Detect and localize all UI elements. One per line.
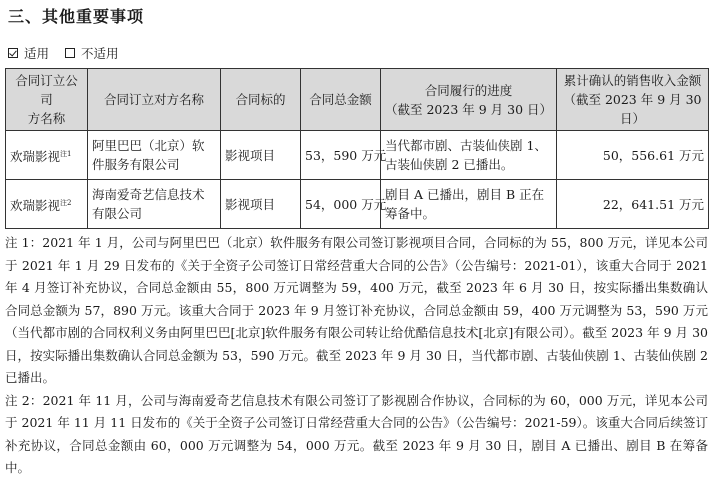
table-header-row bbox=[6, 69, 709, 131]
cell-counterparty: 阿里巴巴（北京）软件服务有限公司 bbox=[88, 131, 221, 180]
contracts-table bbox=[5, 68, 709, 229]
cell-company: 欢瑞影视$^{注1}$ bbox=[6, 131, 88, 180]
applicability-options bbox=[8, 44, 119, 62]
checked-checkbox-icon bbox=[8, 48, 18, 58]
cell-subject: 影视项目 bbox=[221, 180, 301, 229]
cell-progress: 剧目 A 已播出，剧目 B 正在筹备中。 bbox=[381, 180, 557, 229]
not-applicable-label: 不适用 bbox=[81, 46, 119, 61]
cell-counterparty: 海南爱奇艺信息技术有限公司 bbox=[88, 180, 221, 229]
unchecked-checkbox-icon bbox=[65, 48, 75, 58]
header-company: 合同订立公司 方名称 bbox=[6, 69, 88, 131]
cell-revenue: 22，641.51 万元 bbox=[557, 180, 709, 229]
table-row bbox=[6, 180, 709, 229]
table-row bbox=[6, 131, 709, 180]
cell-revenue: 50，556.61 万元 bbox=[557, 131, 709, 180]
applicable-label: 适用 bbox=[24, 46, 50, 61]
note-mark: 注1 bbox=[60, 149, 72, 158]
cell-subject: 影视项目 bbox=[221, 131, 301, 180]
header-amount: 合同总金额 bbox=[301, 69, 381, 131]
footnote-2: 注 2：2021 年 11 月，公司与海南爱奇艺信息技术有限公司签订了影视剧合作协议，合同标的为 60，000 万元，详见本公司于 2021 年 11 月 11 日发布的《关于全资子公司签订日常经营重大合同的公告》（公告编号：2021-59）。该重大合同后续签订补充协议，合同总金额由 60，000 万元调整为 54，000 万元。截至 2023 年 9 月 30 日，剧目 A 已播出、剧目 B 在筹备中。 bbox=[5, 392, 708, 475]
header-revenue: 累计确认的销售收入金额 （截至 2023 年 9 月 30 日） bbox=[557, 69, 709, 131]
cell-progress: 当代都市剧、古装仙侠剧 1、古装仙侠剧 2 已播出。 bbox=[381, 131, 557, 180]
cell-amount: 54，000 万元 bbox=[301, 180, 381, 229]
cell-company: 欢瑞影视$^{注2}$ bbox=[6, 180, 88, 229]
header-subject: 合同标的 bbox=[221, 69, 301, 131]
header-counterparty: 合同订立对方名称 bbox=[88, 69, 221, 131]
note-mark: 注2 bbox=[60, 198, 72, 207]
header-progress: 合同履行的进度 （截至 2023 年 9 月 30 日） bbox=[381, 69, 557, 131]
footnotes bbox=[5, 232, 708, 480]
cell-amount: 53，590 万元 bbox=[301, 131, 381, 180]
section-title: 三、其他重要事项 bbox=[8, 7, 145, 26]
footnote-1: 注 1：2021 年 1 月，公司与阿里巴巴（北京）软件服务有限公司签订影视项目合同，合同标的为 55，800 万元，详见本公司于 2021 年 1 月 29 日发布的《关于全资子公司签订日常经营重大合同的公告》（公告编号：2021-01），该重大合同于 2021 年 4 月签订补充协议，合同总金额由 55，800 万元调整为 59，400 万元，截至 2023 年 6 月 30 日，按实际播出集数确认合同总金额为 57，890 万元。该重大合同于 2023 年 9 月签订补充协议，合同总金额由 59，400 万元调整为 53，590 万元（当代都市剧的合同权利义务由阿里巴巴[北京]软件服务有限公司转让给优酷信息技术[北京]有限公司）。截至 2023 年 9 月 30 日，按实际播出集数确认合同总金额为 53，590 万元。截至 2023 年 9 月 30 日，当代都市剧、古装仙侠剧 1、古装仙侠剧 2 已播出。 bbox=[5, 235, 708, 385]
